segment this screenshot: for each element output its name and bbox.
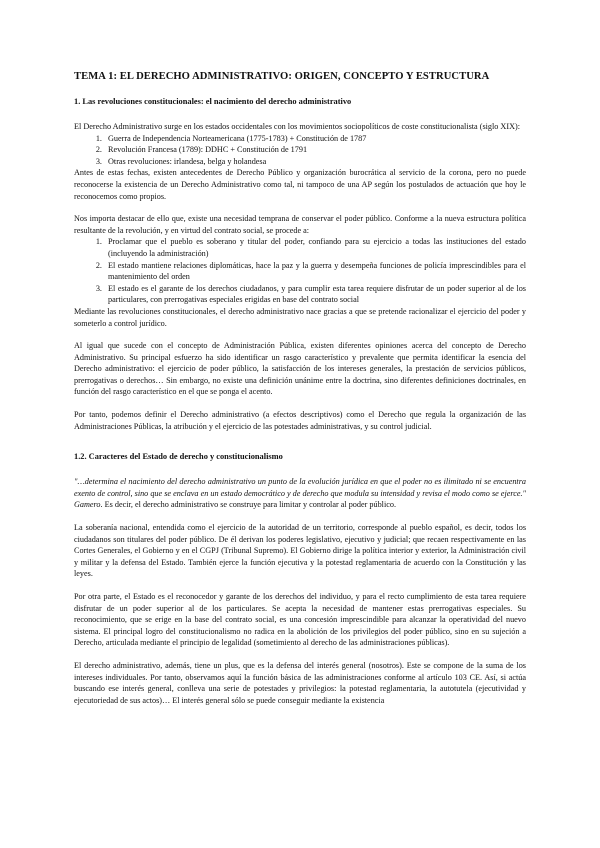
list-item: 2. Revolución Francesa (1789): DDHC + Constitución de 1791 bbox=[104, 144, 526, 156]
list-item: 3. Otras revoluciones: irlandesa, belga y holandesa bbox=[104, 156, 526, 168]
paragraph: Nos importa destacar de ello que, existe una necesidad temprana de conservar el poder público. Conforme a la nueva estructura política resultante de la revolución, y en virtud del contrato social, se procede a: bbox=[74, 214, 526, 235]
paragraph: Antes de estas fechas, existen antecedentes de Derecho Público y organización burocrática al servicio de la corona, pero no puede reconocerse la existencia de un Derecho Administrativo como tal, ni tampoco de una AP según los postulados de actuación que hoy le reconocemos como propios. bbox=[74, 168, 526, 201]
paragraph: Mediante las revoluciones constitucionales, el derecho administrativo nace gracias a que se pretende racionalizar el ejercicio del poder y someterlo a control jurídico. bbox=[74, 306, 526, 328]
list-item: 1. Proclamar que el pueblo es soberano y titular del poder, confiando para su ejercicio a todas las instituciones del estado (incluyendo la administración) bbox=[104, 236, 526, 259]
document-title: TEMA 1: EL DERECHO ADMINISTRATIVO: ORIGEN, CONCEPTO Y ESTRUCTURA bbox=[74, 71, 490, 82]
document-page bbox=[74, 70, 526, 706]
paragraph: Por tanto, podemos definir el Derecho administrativo (a efectos descriptivos) como el Derecho que regula la organización de las Administraciones Públicas, la atribución y el ejercicio de las potestades administrativas, y su control judicial. bbox=[74, 410, 526, 431]
revolutions-list bbox=[74, 133, 526, 168]
section-1-heading: 1. Las revoluciones constitucionales: el nacimiento del derecho administrativo bbox=[74, 97, 352, 106]
section-2-heading: 1.2. Caracteres del Estado de derecho y constitucionalismo bbox=[74, 452, 283, 462]
paragraph: El derecho administrativo, además, tiene un plus, que es la defensa del interés general (nosotros). Este se compone de la suma de los intereses individuales. Por tanto, observamos aquí la función básica de las administraciones conforme al artículo 103 CE. Así, si actúa buscando ese interés general, conlleva una serie de potestades y privilegios: la potestad reglamentaria, la autotutela (ejecutividad y ejecutoriedad de sus actos)… El interés general sólo se puede conseguir mediante la existencia bbox=[74, 660, 526, 705]
paragraph: Al igual que sucede con el concepto de Administración Pública, existen diferentes opiniones acerca del concepto de Derecho Administrativo. Su principal esfuerzo ha sido identificar un rasgo característico y prevalente que permita identificar la esencia del Derecho administrativo: el ejercicio de poder público, la satisfacción de los intereses generales, la prestación de servicios públicos, prerrogativas o derechos… Sin embargo, no existe una definición unánime entre la doctrina, sino diferentes definiciones doctrinales, en función del rasgo característico en el que se ponga el acento. bbox=[74, 341, 526, 397]
quote-paragraph bbox=[74, 476, 526, 511]
quote-author: Gamero bbox=[74, 500, 101, 510]
section-1-intro: El Derecho Administrativo surge en los estados occidentales con los movimientos sociopolíticos de coste constitucionalista (siglo XIX): bbox=[74, 122, 520, 131]
state-functions-list bbox=[74, 236, 526, 306]
list-item: 3. El estado es el garante de los derechos ciudadanos, y para cumplir esta tarea requiere disfrutar de un poder superior al de los particulares, con prerrogativas especiales erigidas en base del contrato social bbox=[104, 283, 526, 306]
list-item: 1. Guerra de Independencia Norteamericana (1775-1783) + Constitución de 1787 bbox=[104, 133, 526, 145]
paragraph: Por otra parte, el Estado es el reconocedor y garante de los derechos del individuo, y para el recto cumplimiento de esta tarea requiere disfrutar de un poder superior al de los particulares. Se acepta la necesidad de mantener estas prerrogativas especiales. Su reconocimiento, que se erige en la base del contrato social, es una concesión imprescindible para alcanzar la operatividad del nuevo sistema. El principal logro del constitucionalismo no radica en la abolición de los privilegios del poder público, sino en su sujeción a Derecho, articulada mediante el principio de legalidad (sometimiento al derecho de las administraciones públicas). bbox=[74, 592, 526, 648]
quote-text: "…determina el nacimiento del derecho administrativo un punto de la evolución jurídica en que el poder no es ilimitado ni se encuentra exento de control, sino que se enclava en un estado democrático y de derecho que modula su intensidad y revisa el modo como se ejerce." bbox=[74, 477, 526, 498]
paragraph: La soberanía nacional, entendida como el ejercicio de la autoridad de un territorio, corresponde al pueblo español, es decir, todos los ciudadanos son titulares del poder público. De él derivan los poderes legislativo, ejecutivo y judicial; que recaen respectivamente en las Cortes Generales, el Gobierno y en el CGPJ (Tribunal Supremo). El Gobierno dirige la política interior y exterior, la Administración civil y militar y la defensa del Estado. También ejerce la función ejecutiva y la potestad reglamentaria de acuerdo con la Constitución y las leyes. bbox=[74, 523, 526, 579]
list-item: 2. El estado mantiene relaciones diplomáticas, hace la paz y la guerra y desempeña funciones de policía imprescindibles para el mantenimiento del orden bbox=[104, 260, 526, 283]
quote-tail: . Es decir, el derecho administrativo se construye para limitar y controlar al poder público. bbox=[100, 500, 396, 510]
